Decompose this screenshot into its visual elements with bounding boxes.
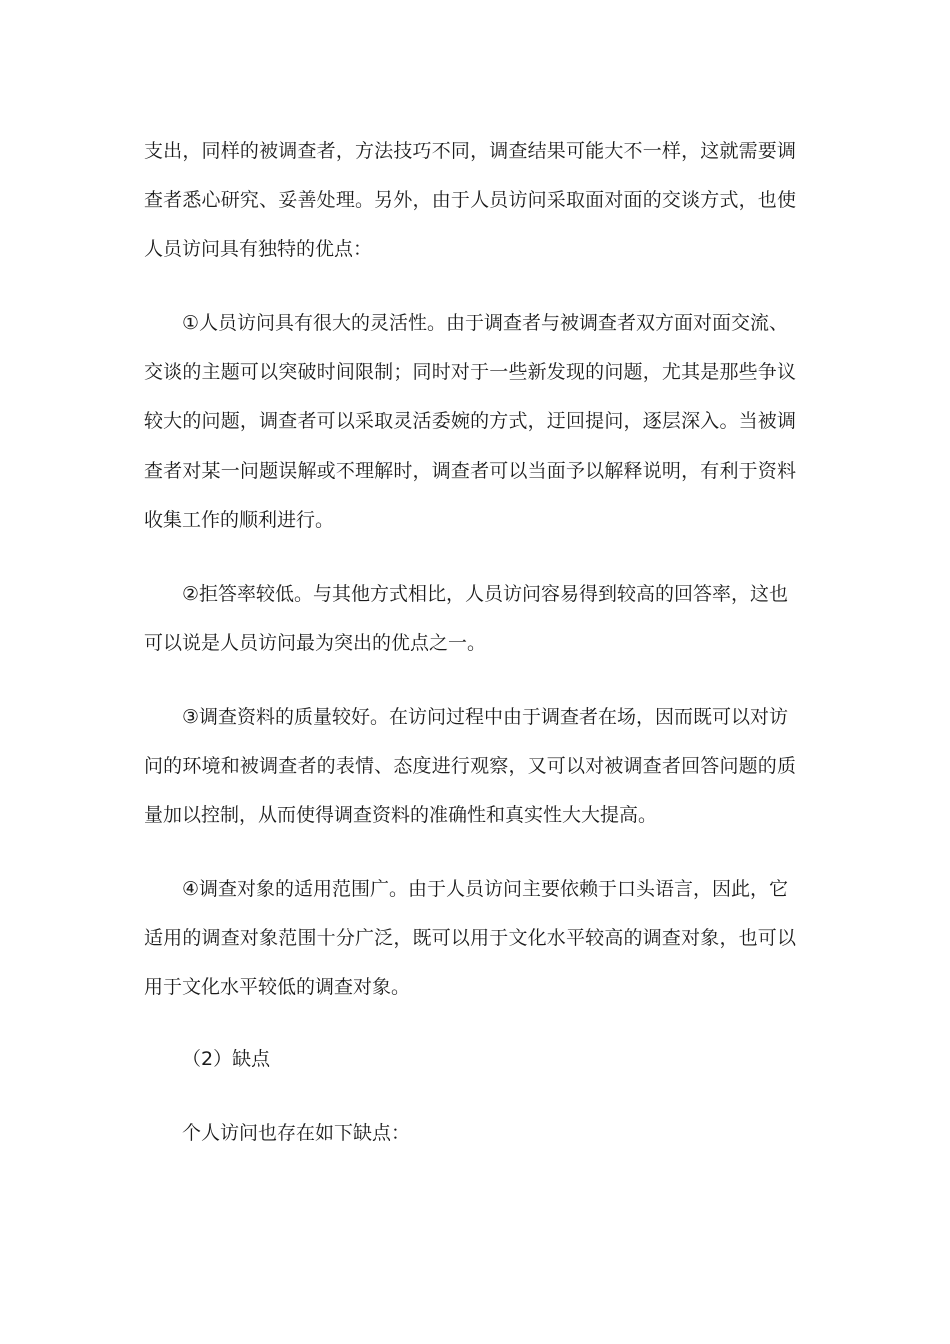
paragraph-4-line-1: ③调查资料的质量较好。在访问过程中由于调查者在场，因而既可以对访 [182,706,789,728]
paragraph-1-line-3: 人员访问具有独特的优点： [144,238,373,260]
paragraph-4-line-2: 问的环境和被调查者的表情、态度进行观察，又可以对被调查者回答问题的质 [144,755,796,777]
paragraph-2-line-2: 交谈的主题可以突破时间限制；同时对于一些新发现的问题，尤其是那些争议 [144,361,796,383]
paragraph-5-line-3: 用于文化水平较低的调查对象。 [144,976,411,998]
paragraph-2-line-4: 查者对某一问题误解或不理解时，调查者可以当面予以解释说明，有利于资料 [144,460,796,482]
paragraph-2-line-3: 较大的问题，调查者可以采取灵活委婉的方式，迂回提问，逐层深入。当被调 [144,410,796,432]
paragraph-5-line-2: 适用的调查对象范围十分广泛，既可以用于文化水平较高的调查对象，也可以 [144,927,796,949]
paragraph-2-line-1: ①人员访问具有很大的灵活性。由于调查者与被调查者双方面对面交流、 [182,312,789,334]
paragraph-1-line-1: 支出，同样的被调查者，方法技巧不同，调查结果可能大不一样，这就需要调 [144,140,796,162]
paragraph-1-line-2: 查者悉心研究、妥善处理。另外，由于人员访问采取面对面的交谈方式，也使 [144,189,796,211]
paragraph-6-line-1: 个人访问也存在如下缺点： [182,1122,411,1144]
paragraph-4-line-3: 量加以控制，从而使得调查资料的准确性和真实性大大提高。 [144,804,658,826]
paragraph-3-line-1: ②拒答率较低。与其他方式相比，人员访问容易得到较高的回答率，这也 [182,583,789,605]
section-heading-disadvantages: （2）缺点 [182,1048,271,1070]
paragraph-5-line-1: ④调查对象的适用范围广。由于人员访问主要依赖于口头语言，因此，它 [182,878,789,900]
paragraph-3-line-2: 可以说是人员访问最为突出的优点之一。 [144,632,487,654]
paragraph-2-line-5: 收集工作的顺利进行。 [144,509,335,531]
